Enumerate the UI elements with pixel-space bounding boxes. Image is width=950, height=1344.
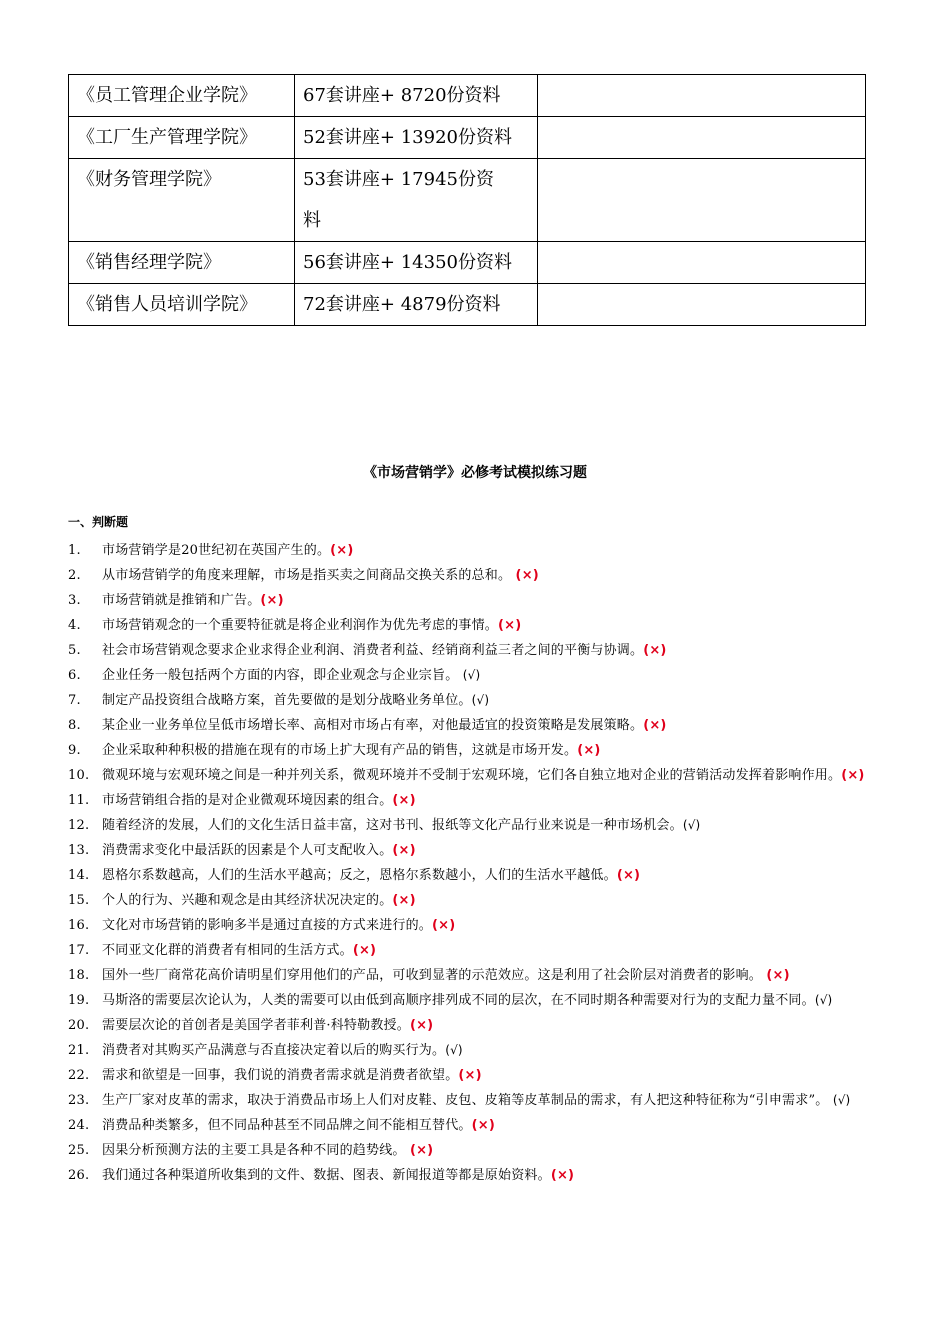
answer-false-mark: (×) <box>409 1143 434 1158</box>
answer-false-mark: (×) <box>471 1118 495 1133</box>
question-text: 文化对市场营销的影响多半是通过直接的方式来进行的。 <box>102 918 433 933</box>
question-text: 从市场营销学的角度来理解，市场是指买卖之间商品交换关系的总和。 <box>102 568 516 583</box>
college-extra <box>538 242 866 284</box>
college-content: 72套讲座+ 4879份资料 <box>295 284 538 326</box>
question-item <box>68 538 884 563</box>
question-item <box>68 588 884 613</box>
answer-false-mark: (×) <box>841 768 865 783</box>
answer-false-mark: (×) <box>498 618 522 633</box>
question-number: 14. <box>68 868 90 883</box>
question-text: 需要层次论的首创者是美国学者菲利普·科特勒教授。 <box>102 1018 410 1033</box>
question-number: 21. <box>68 1043 90 1058</box>
question-text: 制定产品投资组合战略方案，首先要做的是划分战略业务单位。 <box>102 693 472 708</box>
college-content: 52套讲座+ 13920份资料 <box>295 117 538 159</box>
college-name: 《销售经理学院》 <box>69 242 295 284</box>
question-item <box>68 1063 884 1088</box>
question-number: 3. <box>68 593 81 608</box>
question-number: 13. <box>68 843 90 858</box>
answer-true-mark: (√) <box>445 1043 463 1057</box>
question-item <box>68 813 884 838</box>
college-content: 56套讲座+ 14350份资料 <box>295 242 538 284</box>
answer-false-mark: (×) <box>330 543 354 558</box>
answer-false-mark: (×) <box>643 643 667 658</box>
question-number: 26. <box>68 1168 90 1183</box>
answer-false-mark: (×) <box>515 568 539 583</box>
question-text: 企业任务一般包括两个方面的内容，即企业观念与企业宗旨。 <box>102 668 463 683</box>
answer-true-mark: (√) <box>682 818 701 832</box>
question-number: 9. <box>68 743 81 758</box>
answer-false-mark: (×) <box>392 793 416 808</box>
question-text: 不同亚文化群的消费者有相同的生活方式。 <box>102 943 353 958</box>
question-number: 10. <box>68 768 90 783</box>
question-text: 微观环境与宏观环境之间是一种并列关系，微观环境并不受制于宏观环境，它们各自独立地对企业的营销活动发挥着影响作用。 <box>102 768 842 783</box>
question-number: 18. <box>68 968 90 983</box>
answer-false-mark: (×) <box>260 593 284 608</box>
answer-true-mark: (√) <box>832 1093 851 1107</box>
question-number: 11. <box>68 793 90 808</box>
question-text: 我们通过各种渠道所收集到的文件、数据、图表、新闻报道等都是原始资料。 <box>102 1168 551 1183</box>
question-item <box>68 788 884 813</box>
question-number: 22. <box>68 1068 90 1083</box>
question-item <box>68 888 884 913</box>
answer-false-mark: (×) <box>409 1018 434 1033</box>
section-heading: 一、判断题 <box>68 515 129 529</box>
question-text: 马斯洛的需要层次论认为，人类的需要可以由低到高顺序排列成不同的层次，在不同时期各种需要对行为的支配力量不同。 <box>102 993 815 1008</box>
question-number: 23. <box>68 1093 90 1108</box>
college-extra <box>538 75 866 117</box>
question-number: 2. <box>68 568 81 583</box>
question-text: 消费需求变化中最活跃的因素是个人可支配收入。 <box>102 843 393 858</box>
question-item <box>68 1013 884 1038</box>
question-number: 5. <box>68 643 81 658</box>
question-number: 4. <box>68 618 81 633</box>
question-item <box>68 713 884 738</box>
question-number: 24. <box>68 1118 90 1133</box>
question-item <box>68 1088 884 1113</box>
answer-false-mark: (×) <box>616 868 641 883</box>
question-number: 7. <box>68 693 81 708</box>
question-text: 因果分析预测方法的主要工具是各种不同的趋势线。 <box>102 1143 410 1158</box>
question-item <box>68 1138 884 1163</box>
question-text: 消费者对其购买产品满意与否直接决定着以后的购买行为。 <box>102 1043 446 1058</box>
college-table <box>68 74 866 326</box>
question-text: 市场营销就是推销和广告。 <box>102 593 261 608</box>
question-number: 12. <box>68 818 90 833</box>
question-item <box>68 1038 884 1063</box>
answer-false-mark: (×) <box>352 943 377 958</box>
answer-true-mark: (√) <box>814 993 833 1007</box>
table-row <box>69 242 866 284</box>
question-number: 1. <box>68 543 81 558</box>
question-text: 市场营销观念的一个重要特征就是将企业利润作为优先考虑的事情。 <box>102 618 499 633</box>
question-item <box>68 563 884 588</box>
question-text: 国外一些厂商常花高价请明星们穿用他们的产品，可收到显著的示范效应。这是利用了社会阶层对消费者的影响。 <box>102 968 767 983</box>
question-text: 企业采取种种积极的措施在现有的市场上扩大现有产品的销售，这就是市场开发。 <box>102 743 578 758</box>
question-text: 生产厂家对皮革的需求，取决于消费品市场上人们对皮鞋、皮包、皮箱等皮革制品的需求，有人把这种特征称为“引申需求”。 <box>102 1093 833 1108</box>
question-item <box>68 638 884 663</box>
question-item <box>68 763 884 788</box>
question-text: 随着经济的发展，人们的文化生活日益丰富，这对书刊、报纸等文化产品行业来说是一种市场机会。 <box>102 818 683 833</box>
question-list <box>68 538 884 1188</box>
page-title: 《市场营销学》必修考试模拟练习题 <box>363 465 587 481</box>
answer-true-mark: (√) <box>462 668 481 682</box>
college-name: 《员工管理企业学院》 <box>69 75 295 117</box>
college-name: 《工厂生产管理学院》 <box>69 117 295 159</box>
question-text: 某企业一业务单位呈低市场增长率、高相对市场占有率，对他最适宜的投资策略是发展策略。 <box>102 718 644 733</box>
question-text: 需求和欲望是一回事，我们说的消费者需求就是消费者欲望。 <box>102 1068 459 1083</box>
question-text: 社会市场营销观念要求企业求得企业利润、消费者利益、经销商利益三者之间的平衡与协调。 <box>102 643 644 658</box>
table-row <box>69 75 866 117</box>
question-number: 16. <box>68 918 90 933</box>
question-number: 15. <box>68 893 90 908</box>
question-number: 6. <box>68 668 81 683</box>
question-item <box>68 913 884 938</box>
college-extra <box>538 284 866 326</box>
question-number: 19. <box>68 993 90 1008</box>
question-item <box>68 613 884 638</box>
answer-false-mark: (×) <box>432 918 456 933</box>
answer-false-mark: (×) <box>766 968 790 983</box>
answer-false-mark: (×) <box>392 843 416 858</box>
question-text: 个人的行为、兴趣和观念是由其经济状况决定的。 <box>102 893 393 908</box>
question-number: 17. <box>68 943 90 958</box>
question-number: 20. <box>68 1018 90 1033</box>
answer-false-mark: (×) <box>577 743 601 758</box>
college-name: 《财务管理学院》 <box>69 159 295 242</box>
question-text: 恩格尔系数越高，人们的生活水平越高；反之，恩格尔系数越小，人们的生活水平越低。 <box>102 868 617 883</box>
answer-true-mark: (√) <box>471 693 490 707</box>
college-name: 《销售人员培训学院》 <box>69 284 295 326</box>
answer-false-mark: (×) <box>643 718 667 733</box>
answer-false-mark: (×) <box>550 1168 575 1183</box>
question-number: 8. <box>68 718 81 733</box>
answer-false-mark: (×) <box>458 1068 482 1083</box>
college-content: 67套讲座+ 8720份资料 <box>295 75 538 117</box>
question-item <box>68 938 884 963</box>
question-item <box>68 738 884 763</box>
table-row <box>69 159 866 242</box>
question-item <box>68 1163 884 1188</box>
question-item <box>68 963 884 988</box>
question-item <box>68 863 884 888</box>
question-item <box>68 1113 884 1138</box>
question-text: 市场营销学是20世纪初在英国产生的。 <box>102 543 331 558</box>
question-item <box>68 838 884 863</box>
answer-false-mark: (×) <box>392 893 416 908</box>
table-row <box>69 117 866 159</box>
college-extra <box>538 159 866 242</box>
question-item <box>68 988 884 1013</box>
question-text: 消费品种类繁多，但不同品种甚至不同品牌之间不能相互替代。 <box>102 1118 472 1133</box>
question-item <box>68 688 884 713</box>
question-item <box>68 663 884 688</box>
college-extra <box>538 117 866 159</box>
question-number: 25. <box>68 1143 90 1158</box>
table-row <box>69 284 866 326</box>
question-text: 市场营销组合指的是对企业微观环境因素的组合。 <box>102 793 393 808</box>
college-content: 53套讲座+ 17945份资料 <box>295 159 538 242</box>
